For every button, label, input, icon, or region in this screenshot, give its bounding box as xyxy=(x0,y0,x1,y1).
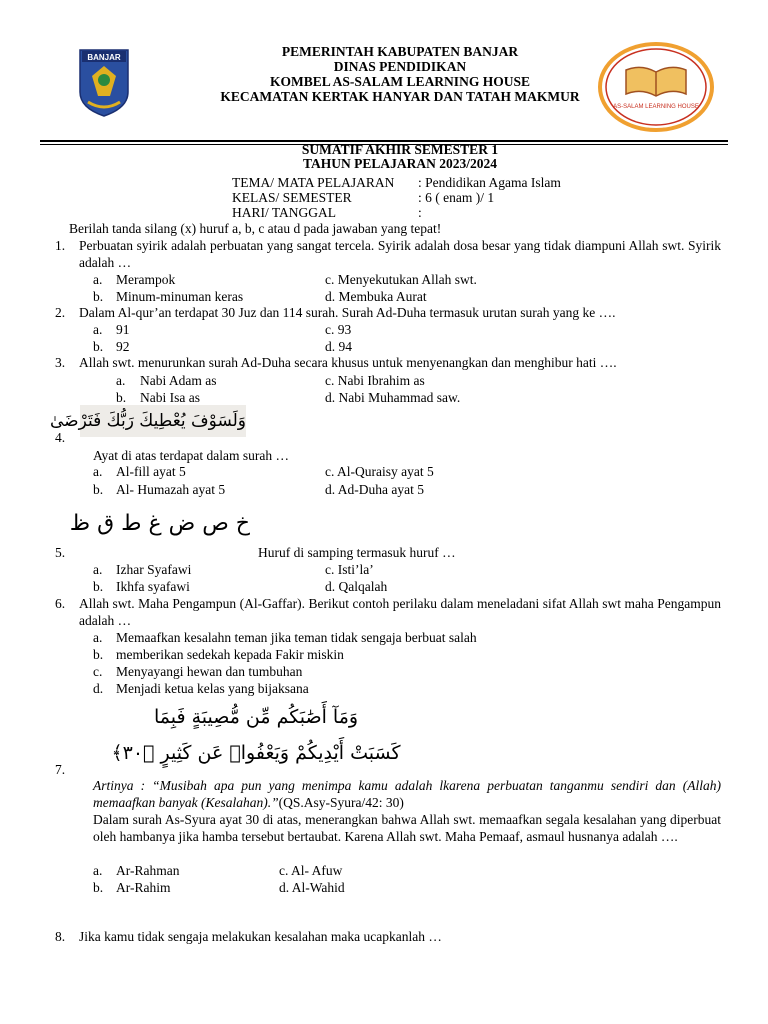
option-letter: b. xyxy=(93,482,104,497)
exam-meta-table xyxy=(232,175,618,220)
logo-caption: AS-SALAM LEARNING HOUSE xyxy=(613,104,699,110)
option-letter: a. xyxy=(93,630,103,645)
q6-option-d: Menjadi ketua kelas yang bijaksana xyxy=(116,681,309,696)
q7-option-d: d. Al-Wahid xyxy=(279,880,345,895)
q1-option-a: Merampok xyxy=(116,272,176,287)
meta-value: : xyxy=(418,205,422,220)
q2-option-d: d. 94 xyxy=(325,339,352,354)
option-letter: a. xyxy=(93,562,103,577)
q7-option-b: Ar-Rahim xyxy=(116,880,171,895)
q6-option-a: Memaafkan kesalahn teman jika teman tidak sengaja berbuat salah xyxy=(116,630,477,645)
question-number: 2. xyxy=(55,305,66,320)
question-5-text: Huruf di samping termasuk huruf … xyxy=(258,545,456,560)
q3-option-a: Nabi Adam as xyxy=(140,373,217,388)
q5-option-a: Izhar Syafawi xyxy=(116,562,192,577)
exam-title-line2: TAHUN PELAJARAN 2023/2024 xyxy=(302,156,497,171)
q1-option-c: c. Menyekutukan Allah swt. xyxy=(325,272,477,287)
q6-option-b: memberikan sedekah kepada Fakir miskin xyxy=(116,647,344,662)
q3-option-b: Nabi Isa as xyxy=(140,390,200,405)
question-number: 6. xyxy=(55,596,66,611)
q7-arabic-verse-line1: وَمَآ أَصَٰبَكُم مِّن مُّصِيبَةٍ فَبِمَا xyxy=(153,706,359,728)
meta-row-date xyxy=(232,205,618,220)
q2-option-c: c. 93 xyxy=(325,322,352,337)
meta-value: : Pendidikan Agama Islam xyxy=(418,175,561,190)
option-letter: d. xyxy=(93,681,104,696)
q4-option-c: c. Al-Quraisy ayat 5 xyxy=(325,464,434,479)
q2-option-a: 91 xyxy=(116,322,130,337)
q5-option-d: d. Qalqalah xyxy=(325,579,388,594)
q5-option-c: c. Isti’la’ xyxy=(325,562,374,577)
question-4-text: Ayat di atas terdapat dalam surah … xyxy=(93,448,289,463)
option-letter: a. xyxy=(93,322,103,337)
q7-option-c: c. Al- Afuw xyxy=(279,863,343,878)
option-letter: a. xyxy=(116,373,126,388)
header-line-district: KECAMATAN KERTAK HANYAR DAN TATAH MAKMUR xyxy=(220,89,580,104)
q4-option-b: Al- Humazah ayat 5 xyxy=(116,482,226,497)
q3-option-d: d. Nabi Muhammad saw. xyxy=(325,390,461,405)
meta-key: HARI/ TANGGAL xyxy=(232,205,337,220)
question-3-text: Allah swt. menurunkan surah Ad-Duha secara khusus untuk menyenangkan dan menghibur hati …. xyxy=(79,355,617,370)
q1-option-d: d. Membuka Aurat xyxy=(325,289,427,304)
q4-option-a: Al-fill ayat 5 xyxy=(116,464,186,479)
emblem-text: BANJAR xyxy=(87,53,121,62)
option-letter: a. xyxy=(93,272,103,287)
option-letter: a. xyxy=(93,863,103,878)
exam-title-line1: SUMATIF AKHIR SEMESTER 1 xyxy=(301,142,499,157)
q5-arabic-letters: خ ص ض غ ط ق ظ xyxy=(69,511,250,536)
instruction-text: Berilah tanda silang (x) huruf a, b, c atau d pada jawaban yang tepat! xyxy=(69,221,442,236)
q1-option-b: Minum-minuman keras xyxy=(116,289,244,304)
option-letter: b. xyxy=(93,339,104,354)
q3-option-c: c. Nabi Ibrahim as xyxy=(325,373,425,388)
meta-row-subject xyxy=(232,175,618,190)
meta-value: : 6 ( enam )/ 1 xyxy=(418,190,495,205)
translation-text: “Musibah apa pun yang menimpa kamu adalah lkarena perbuatan tanganmu sendiri dan (Allah) memaafkan banyak (Kesalahan).” xyxy=(93,778,721,810)
as-salam-learning-house-logo xyxy=(596,42,716,132)
verse-reference: (QS.Asy-Syura/42: 30) xyxy=(278,794,404,810)
option-letter: b. xyxy=(93,579,104,594)
question-number: 5. xyxy=(55,545,66,560)
option-letter: b. xyxy=(116,390,127,405)
header-line-government: PEMERINTAH KABUPATEN BANJAR xyxy=(281,44,519,59)
question-number: 1. xyxy=(55,238,66,253)
header-line-department: DINAS PENDIDIKAN xyxy=(333,59,467,74)
option-letter: a. xyxy=(93,464,103,479)
question-2-text: Dalam Al-qur’an terdapat 30 Juz dan 114 surah. Surah Ad-Duha termasuk urutan surah yang ke …. xyxy=(79,305,616,320)
q6-option-c: Menyayangi hewan dan tumbuhan xyxy=(116,664,303,679)
meta-row-class xyxy=(232,190,618,205)
q7-arabic-verse-line2: كَسَبَتْ أَيْدِيكُمْ وَيَعْفُوا۟ عَن كَثِيرٍ ﴿٣٠﴾ xyxy=(111,742,401,764)
question-number: 4. xyxy=(55,430,66,445)
question-7-text: Dalam surah As-Syura ayat 30 di atas, menerangkan bahwa Allah swt. memaafkan segala kesalahan yang diperbuat oleh hambanya jika hamba tersebut bertaubat. Karena Allah swt. Maha Pemaaf, asmaul husnanya adalah …. xyxy=(93,812,721,844)
option-letter: c. xyxy=(93,664,103,679)
header-line-kombel: KOMBEL AS-SALAM LEARNING HOUSE xyxy=(270,74,530,89)
question-6-text: Allah swt. Maha Pengampun (Al-Gaffar). Berikut contoh perilaku dalam meneladani sifat Allah swt maha Pengampun adalah … xyxy=(79,596,721,628)
translation-label: Artinya : xyxy=(93,778,153,793)
option-letter: b. xyxy=(93,880,104,895)
q2-option-b: 92 xyxy=(116,339,130,354)
q7-option-a: Ar-Rahman xyxy=(116,863,180,878)
meta-key: KELAS/ SEMESTER xyxy=(232,190,352,205)
question-number: 8. xyxy=(55,929,66,944)
meta-key: TEMA/ MATA PELAJARAN xyxy=(232,175,395,190)
exam-title xyxy=(160,143,640,171)
question-number: 3. xyxy=(55,355,66,370)
q4-option-d: d. Ad-Duha ayat 5 xyxy=(325,482,424,497)
q4-arabic-verse: وَلَسَوْفَ يُعْطِيكَ رَبُّكَ فَتَرْضَىٰ xyxy=(80,405,246,437)
institution-header xyxy=(160,44,640,104)
option-letter: b. xyxy=(93,289,104,304)
question-number: 7. xyxy=(55,762,66,777)
question-1-text: Perbuatan syirik adalah perbuatan yang sangat tercela. Syirik adalah dosa besar yang tidak diampuni Allah swt. Syirik adalah … xyxy=(79,238,721,270)
q7-translation xyxy=(93,778,721,811)
banjar-regency-emblem xyxy=(76,46,132,118)
option-letter: b. xyxy=(93,647,104,662)
q5-option-b: Ikhfa syafawi xyxy=(116,579,190,594)
letterhead xyxy=(0,0,768,140)
question-8-text: Jika kamu tidak sengaja melakukan kesalahan maka ucapkanlah … xyxy=(79,929,442,944)
